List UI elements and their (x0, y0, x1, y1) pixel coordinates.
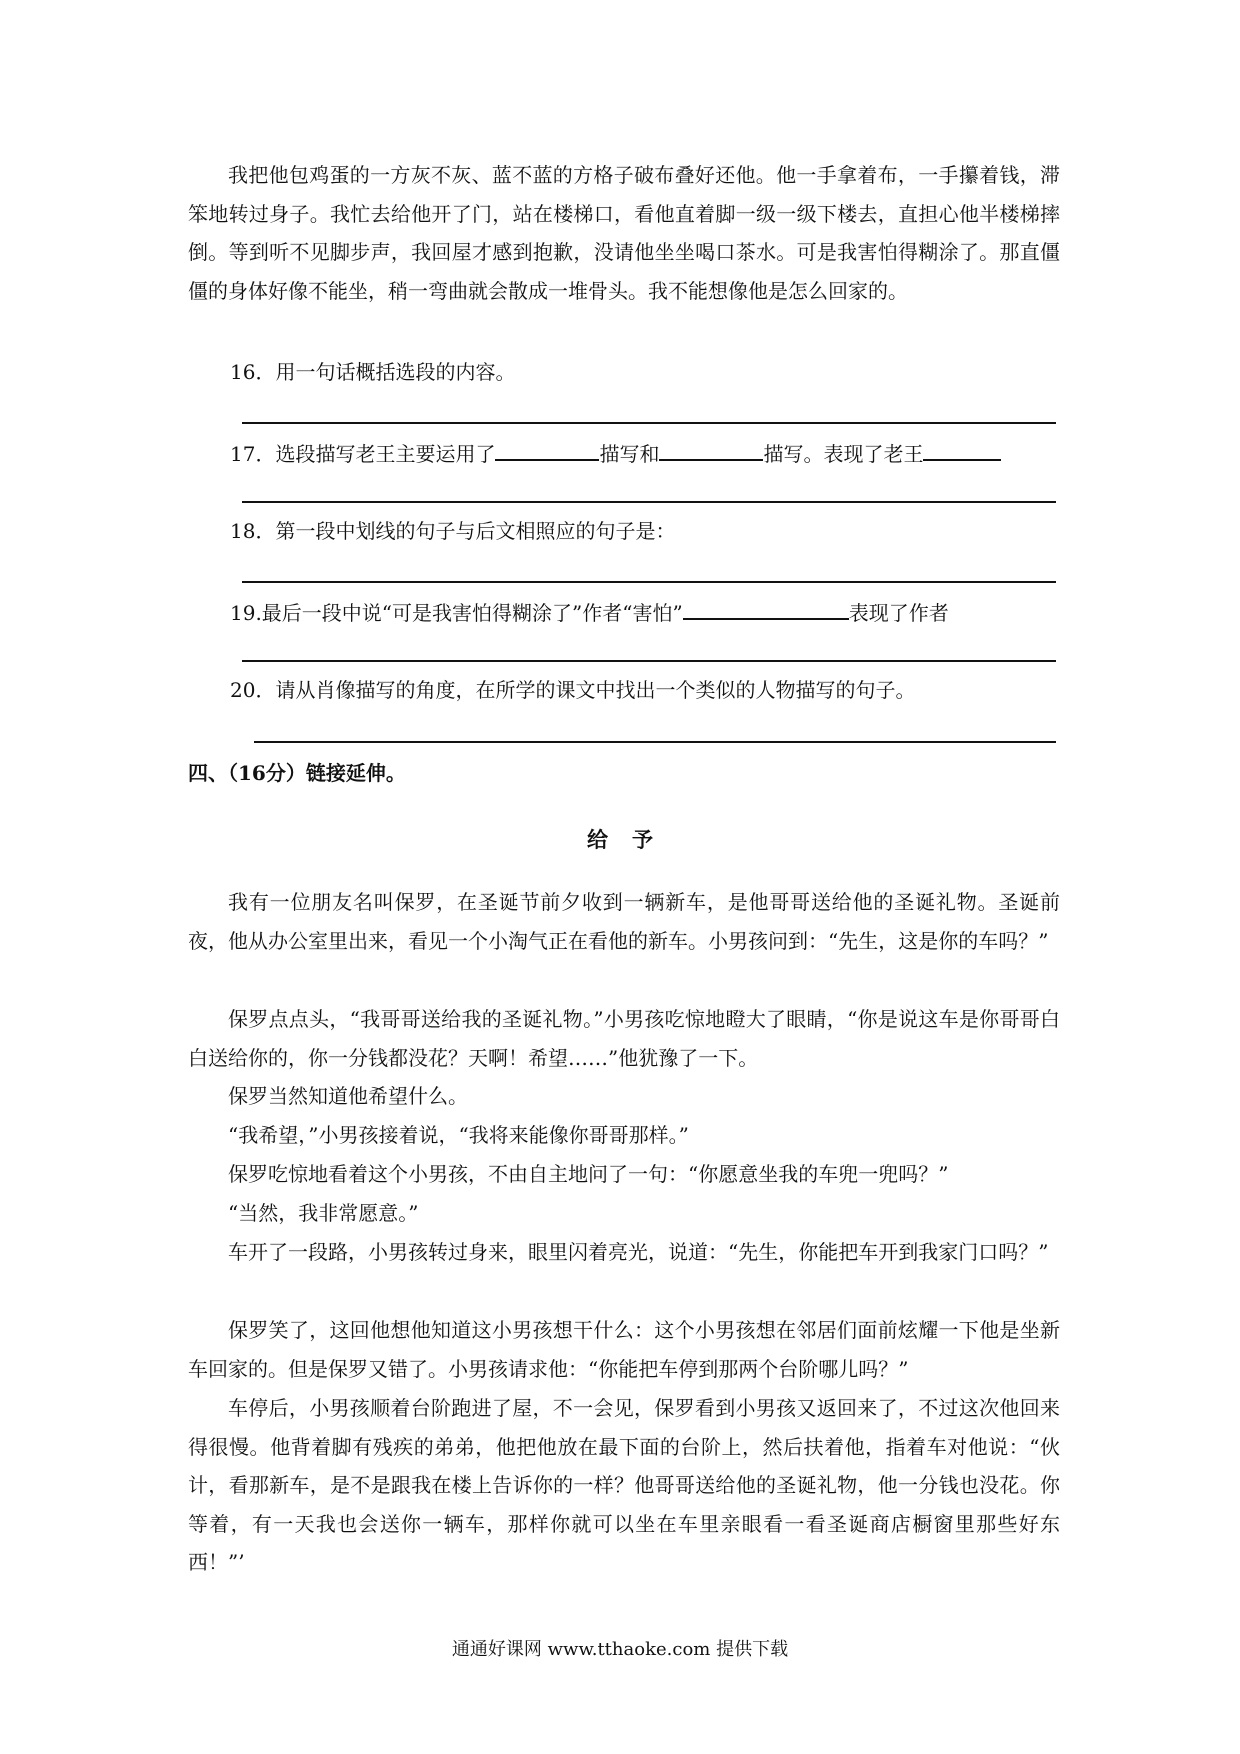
question-16: 16．用一句话概括选段的内容。 (230, 360, 516, 384)
passage-one-paragraph: 我把他包鸡蛋的一方灰不灰、蓝不蓝的方格子破布叠好还他。他一手拿着布，一手攥着钱，滞笨地转过身子。我忙去给他开了门，站在楼梯口，看他直着脚一级一级下楼去，直担心他半楼梯摔倒。等到听不见脚步声，我回屋才感到抱歉，没请他坐坐喝口茶水。可是我害怕得糊涂了。那直僵僵的身体好像不能坐，稍一弯曲就会散成一堆骨头。我不能想像他是怎么回家的。 (188, 163, 1060, 303)
blank-17-1[interactable] (495, 437, 599, 461)
story-paragraph-6: “当然，我非常愿意。” (228, 1201, 419, 1225)
story-paragraph-7: 车开了一段路，小男孩转过身来，眼里闪着亮光，说道：“先生，你能把车开到我家门口吗？” (228, 1240, 1049, 1264)
section-four-heading: 四、（16分）链接延伸。 (188, 761, 406, 785)
blank-19-1[interactable] (683, 596, 849, 620)
question-17-part-b: 描写和 (599, 442, 660, 466)
question-17-part-a: 17．选段描写老王主要运用了 (230, 442, 496, 466)
question-19-part-b: 表现了作者 (848, 601, 949, 625)
question-20: 20．请从肖像描写的角度，在所学的课文中找出一个类似的人物描写的句子。 (230, 678, 916, 702)
question-17-part-c: 描写。表现了老王 (763, 442, 924, 466)
story-paragraph-5: 保罗吃惊地看着这个小男孩，不由自主地问了一句：“你愿意坐我的车兜一兜吗？” (228, 1162, 949, 1186)
answer-line-16[interactable] (242, 422, 1056, 424)
answer-line-17[interactable] (242, 501, 1056, 503)
story-paragraph-3: 保罗当然知道他希望什么。 (228, 1084, 468, 1108)
question-19-part-a: 19.最后一段中说“可是我害怕得糊涂了”作者“害怕” (230, 601, 683, 625)
answer-line-18[interactable] (242, 581, 1056, 583)
blank-17-3[interactable] (923, 437, 1001, 461)
page-footer: 通通好课网 www.tthaoke.com 提供下载 (451, 1639, 789, 1660)
story-paragraph-1: 我有一位朋友名叫保罗，在圣诞节前夕收到一辆新车，是他哥哥送给他的圣诞礼物。圣诞前夜，他从办公室里出来，看见一个小淘气正在看他的新车。小男孩问到：“先生，这是你的车吗？” (188, 890, 1060, 953)
story-paragraph-8: 保罗笑了，这回他想他知道这小男孩想干什么：这个小男孩想在邻居们面前炫耀一下他是坐新车回家的。但是保罗又错了。小男孩请求他：“你能把车停到那两个台阶哪儿吗？” (188, 1318, 1060, 1381)
answer-line-20[interactable] (254, 741, 1056, 743)
question-19 (230, 596, 949, 628)
blank-17-2[interactable] (659, 437, 763, 461)
question-17 (230, 437, 1001, 469)
answer-line-19[interactable] (242, 660, 1056, 662)
story-paragraph-4: “我希望，”小男孩接着说，“我将来能像你哥哥那样。” (228, 1123, 689, 1147)
story-paragraph-2: 保罗点点头，“我哥哥送给我的圣诞礼物。”小男孩吃惊地瞪大了眼睛，“你是说这车是你哥哥白白送给你的，你一分钱都没花？天啊！希望……”他犹豫了一下。 (188, 1007, 1060, 1070)
story-paragraph-9: 车停后，小男孩顺着台阶跑进了屋，不一会见，保罗看到小男孩又返回来了，不过这次他回来得很慢。他背着脚有残疾的弟弟，他把他放在最下面的台阶上，然后扶着他，指着车对他说：“伙计，看那新车，是不是跟我在楼上告诉你的一样？他哥哥送给他的圣诞礼物，他一分钱也没花。你等着，有一天我也会送你一辆车，那样你就可以坐在车里亲眼看一看圣诞商店橱窗里那些好东西！”’ (188, 1396, 1060, 1574)
question-18: 18．第一段中划线的句子与后文相照应的句子是： (230, 519, 676, 543)
story-title: 给予 (587, 827, 677, 852)
